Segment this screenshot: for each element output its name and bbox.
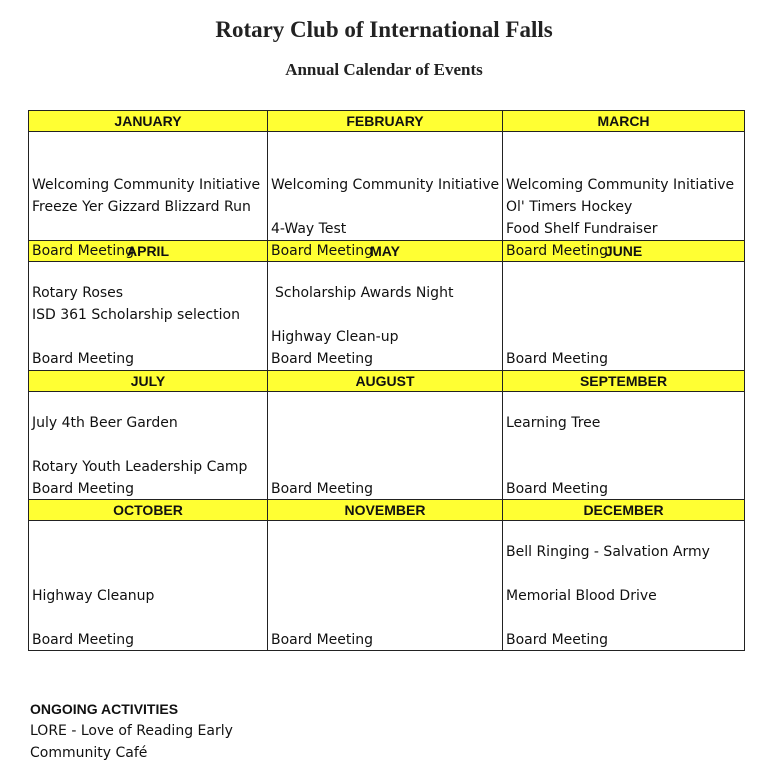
month-header-february: FEBRUARY [268,111,503,132]
event-item: Board Meeting [506,481,609,497]
event-item: Food Shelf Fundraiser [506,221,658,237]
event-item: Highway Clean-up [271,329,399,345]
month-cell-december [503,521,745,651]
event-item: Board Meeting [271,243,374,259]
month-header-january: JANUARY [29,111,268,132]
month-header-march: MARCH [503,111,745,132]
event-item: 4-Way Test [271,221,347,237]
month-cell-august [268,392,503,500]
page-subtitle: Annual Calendar of Events [285,60,483,79]
event-item: Rotary Roses [32,285,124,301]
event-item: Board Meeting [32,632,135,648]
month-cell-may [268,262,503,371]
event-item: Bell Ringing - Salvation Army [506,544,710,560]
event-item: Board Meeting [271,632,374,648]
ongoing-activities-heading: ONGOING ACTIVITIES [30,701,179,717]
month-header-june: JUNE [503,241,745,262]
page-title: Rotary Club of International Falls [215,17,553,42]
month-header-december: DECEMBER [503,500,745,521]
event-item: Rotary Youth Leadership Camp [32,459,248,475]
event-item: Board Meeting [506,351,609,367]
ongoing-activity-item: LORE - Love of Reading Early [30,723,233,739]
month-header-july: JULY [29,371,268,392]
event-item: July 4th Beer Garden [32,415,178,431]
event-item: Freeze Yer Gizzard Blizzard Run [32,199,251,215]
month-header-november: NOVEMBER [268,500,503,521]
event-item: Board Meeting [271,481,374,497]
events-calendar-table [28,110,745,651]
month-cell-july [29,392,268,500]
month-header-october: OCTOBER [29,500,268,521]
ongoing-activity-item: Community Café [30,745,148,761]
month-header-august: AUGUST [268,371,503,392]
event-item: Board Meeting [506,632,609,648]
event-item: Scholarship Awards Night [275,285,454,301]
event-item: Welcoming Community Initiative [32,177,261,193]
month-cell-november [268,521,503,651]
event-item: Board Meeting [32,243,135,259]
month-header-may: MAY [268,241,503,262]
event-item: Highway Cleanup [32,588,155,604]
event-item: ISD 361 Scholarship selection [32,307,240,323]
month-cell-june [503,262,745,371]
event-item: Ol' Timers Hockey [506,199,633,215]
month-cell-april [29,262,268,371]
event-item: Welcoming Community Initiative [506,177,735,193]
month-header-september: SEPTEMBER [503,371,745,392]
ongoing-activities-section [30,698,233,764]
event-item: Memorial Blood Drive [506,588,657,604]
month-cell-september [503,392,745,500]
event-item: Learning Tree [506,415,601,431]
event-item: Board Meeting [506,243,609,259]
month-header-april: APRIL [29,241,268,262]
event-item: Welcoming Community Initiative [271,177,500,193]
event-item: Board Meeting [271,351,374,367]
month-cell-october [29,521,268,651]
event-item: Board Meeting [32,481,135,497]
event-item: Board Meeting [32,351,135,367]
